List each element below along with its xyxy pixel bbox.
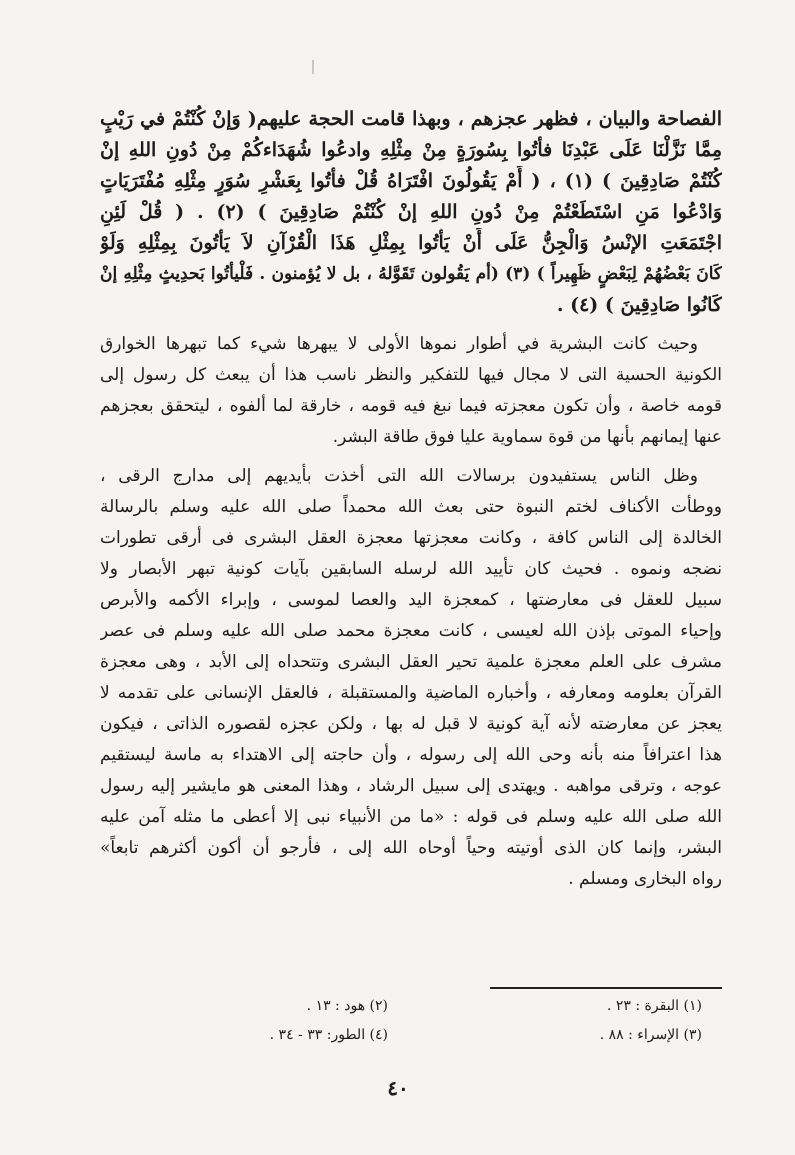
paragraph-2-line: نضجه ونموه . فحيث كان تأييد الله لرسله السابقين بآيات كونية تبهر الأبصار ولا xyxy=(100,559,722,579)
paragraph-1-line: وحيث كانت البشرية في أطوار نموها الأولى لا يبهرها شيء كما تبهرها الخوارق xyxy=(100,334,698,354)
paragraph-2-line: وظل الناس يستفيدون برسالات الله التى أخذت بأيديهم إلى مدارج الرقى ، xyxy=(100,466,698,486)
quran-quote-line: كَانُوا صَادِقِينَ ) (٤) . xyxy=(556,294,722,316)
quran-quote-line: كَانَ بَعْضُهُمْ لِبَعْضٍ ظَهِيراً ) (٣) (أم يَقُولون تَقَوَّلهُ ، بل لا يُؤمنون . فَلْيأتُوا بَحدِيثٍ مِثْلِهِ إنْ xyxy=(100,264,722,284)
quran-quote-line: وَادْعُوا مَنِ اسْتَطَعْتُمْ مِنْ دُونِ اللهِ إنْ كُنْتُمْ صَادِقِينَ ) (٢) . ( قُلْ لَئِنِ xyxy=(100,201,722,223)
quran-quote-line: اجْتَمَعَتِ الإنْسُ وَالْجِنُّ عَلَى أَنْ يَأْتُوا بِمِثْلِ هَذَا الْقُرْآنِ لاَ يَأْتُونَ بِمِثْلِهِ وَلَوْ xyxy=(100,232,722,254)
page-number: ٤٠ xyxy=(387,1076,409,1100)
paragraph-2-line: وإحياء الموتى بإذن الله لعيسى ، كانت معجزة محمد صلى الله عليه وسلم فى عصر xyxy=(100,621,722,641)
quran-quote-line: كُنْتُمْ صَادِقِينَ ) (١) ، ( أَمْ يَقُولُونَ افْتَرَاهُ قُلْ فأتُوا بِعَشْرِ سُوَرٍ مِثْلِهِ مُفْتَرَيَاتٍ xyxy=(100,170,722,192)
footnote-2: (٢) هود : ١٣ . xyxy=(306,998,388,1014)
paragraph-2-line: عوجه ، وترقى مواهبه . ويهتدى إلى سبيل الرشاد ، وهذا المعنى هو مايشير إليه رسول xyxy=(100,776,722,796)
paragraph-2-line: سبيل للعقل فى معارضتها ، كمعجزة اليد والعصا لموسى ، وإبراء الأكمه والأبرص xyxy=(100,590,722,610)
footnote-1: (١) البقرة : ٢٣ . xyxy=(606,998,702,1014)
footnote-3: (٣) الإسراء : ٨٨ . xyxy=(599,1027,702,1043)
paragraph-2-line: هذا اعترافاً منه بأنه وحى الله إلى رسوله ، وأن حاجته إلى الاهتداء به ماسة ليستقيم xyxy=(100,745,722,765)
quran-quote-line: الفصاحة والبيان ، فظهر عجزهم ، وبهذا قامت الحجة عليهم( وَإنْ كُنْتُمْ في رَيْبٍ xyxy=(100,108,722,130)
paragraph-1-line: عنها إيمانهم بأنها من قوة سماوية عليا فوق طاقة البشر. xyxy=(332,427,722,447)
paragraph-2-line: القرآن بعلومه ومعارفه ، وأخباره الماضية والمستقبلة ، فالعقل الإنسانى على تقدمه لا xyxy=(100,683,722,703)
paragraph-1-line: قومه خاصة ، وأن تكون معجزته فيما نبغ فيه قومه ، خارقة لما ألفوه ، ليتحقق بعجزهم xyxy=(100,396,722,416)
paragraph-2-line: الخالدة إلى الناس كافة ، وكانت معجزتها معجزة العقل البشرى فى أرقى تطورات xyxy=(100,528,722,548)
paragraph-2-line: رواه البخارى ومسلم . xyxy=(568,869,722,889)
paragraph-2-line: يعجز عن معارضته لأنه آية كونية لا قبل له بها ، ولكن عجزه لقصوره الذاتى ، فيكون xyxy=(100,714,722,734)
paragraph-2-line: البشر، وإنما كان الذى أوتيته وحياً أوحاه الله إلى ، فأرجو أن أكون أكثرهم تابعاً» xyxy=(100,838,722,858)
paragraph-2-line: الله صلى الله عليه وسلم فى قوله : «ما من الأنبياء نبى إلا أعطى ما مثله آمن عليه xyxy=(100,807,722,827)
footnote-4: (٤) الطور: ٣٣ - ٣٤ . xyxy=(269,1027,388,1043)
paragraph-2-line: مشرف على العلم معجزة علمية تحير العقل البشرى وتتحداه إلى الأبد ، وهى معجزة xyxy=(100,652,722,672)
page-speck xyxy=(312,60,314,74)
footnote-divider xyxy=(490,987,722,989)
quran-quote-line: مِمَّا نَزَّلْنَا عَلَى عَبْدِنَا فأتُوا بِسُورَةٍ مِنْ مِثْلِهِ وادعُوا شُهَدَاءكُمْ مِنْ دُونِ اللهِ إنْ xyxy=(100,139,722,161)
paragraph-2-line: ووطأت الأكناف لختم النبوة حتى بعث الله محمداً صلى الله عليه وسلم بالرسالة xyxy=(100,497,722,517)
main-text xyxy=(100,104,722,895)
paragraph-1-line: الكونية الحسية التى لا مجال فيها للتفكير والنظر ناسب هذا أن يبعث كل رسول إلى xyxy=(100,365,722,385)
